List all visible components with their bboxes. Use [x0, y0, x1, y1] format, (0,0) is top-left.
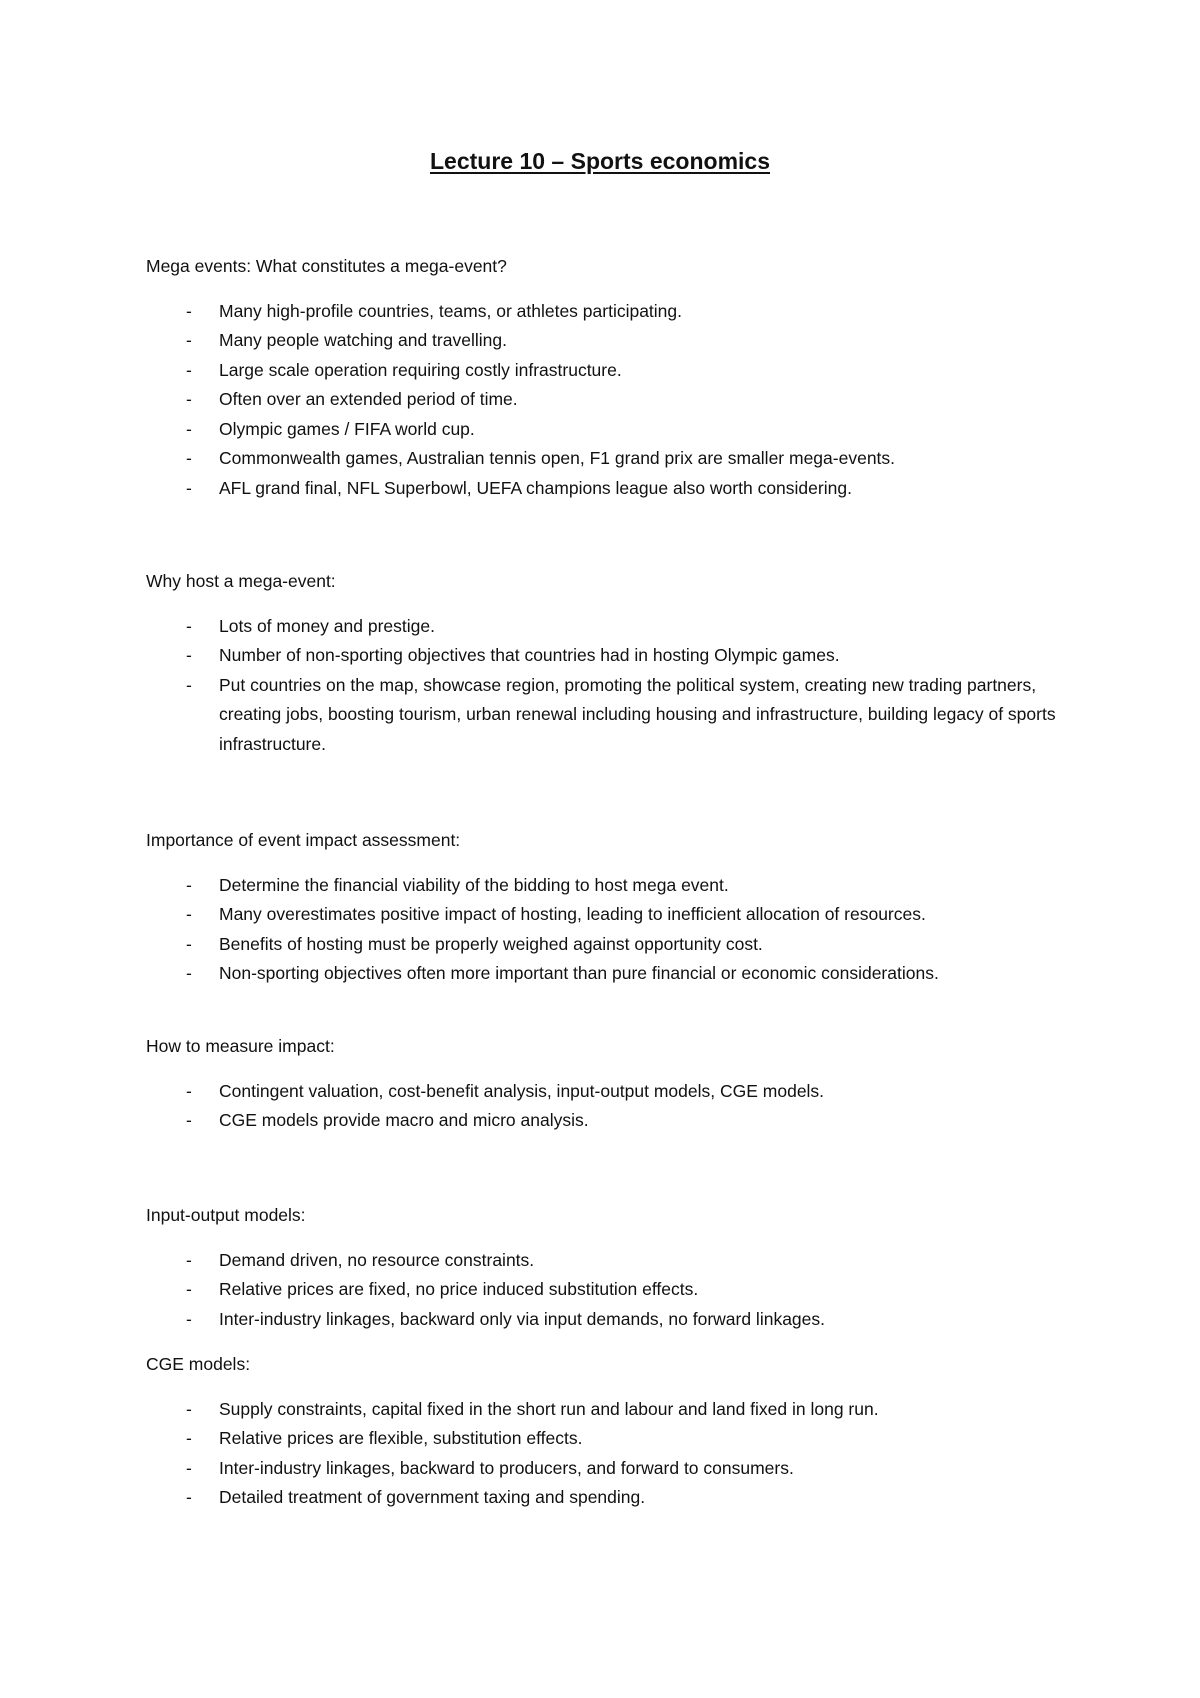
section-measure-impact — [146, 1032, 1076, 1136]
list-item: - Olympic games / FIFA world cup. — [146, 415, 1076, 445]
list-item: - Many overestimates positive impact of hosting, leading to inefficient allocation of resources. — [146, 900, 1076, 930]
list-item: - Determine the financial viability of the bidding to host mega event. — [146, 871, 1076, 901]
list-item: - CGE models provide macro and micro analysis. — [146, 1106, 1076, 1136]
section-heading: Mega events: What constitutes a mega-event? — [146, 256, 507, 276]
list-item: - Relative prices are fixed, no price induced substitution effects. — [146, 1275, 1076, 1305]
list-item: - Inter-industry linkages, backward to producers, and forward to consumers. — [146, 1454, 1076, 1484]
list-item: - Commonwealth games, Australian tennis open, F1 grand prix are smaller mega-events. — [146, 444, 1076, 474]
list-item: - Number of non-sporting objectives that countries had in hosting Olympic games. — [146, 641, 1076, 671]
section-heading: Input-output models: — [146, 1205, 306, 1225]
list-item: - Demand driven, no resource constraints. — [146, 1246, 1076, 1276]
bullet-list — [146, 297, 1076, 504]
list-item: - Large scale operation requiring costly infrastructure. — [146, 356, 1076, 386]
page-title: Lecture 10 – Sports economics — [429, 148, 770, 174]
list-item: - Non-sporting objectives often more important than pure financial or economic considerations. — [146, 959, 1076, 989]
bullet-list — [146, 612, 1076, 760]
section-impact-assessment — [146, 826, 1076, 989]
list-item: - Relative prices are flexible, substitution effects. — [146, 1424, 1076, 1454]
list-item: - Detailed treatment of government taxing and spending. — [146, 1483, 1076, 1513]
section-why-host — [146, 567, 1076, 759]
list-item: - Inter-industry linkages, backward only via input demands, no forward linkages. — [146, 1305, 1076, 1335]
section-heading: CGE models: — [146, 1354, 251, 1374]
list-item: - Supply constraints, capital fixed in the short run and labour and land fixed in long run. — [146, 1395, 1076, 1425]
list-item: - Often over an extended period of time. — [146, 385, 1076, 415]
list-item: - AFL grand final, NFL Superbowl, UEFA champions league also worth considering. — [146, 474, 1076, 504]
list-item: - Benefits of hosting must be properly weighed against opportunity cost. — [146, 930, 1076, 960]
section-heading: Importance of event impact assessment: — [146, 830, 461, 850]
section-heading: How to measure impact: — [146, 1036, 335, 1056]
section-heading: Why host a mega-event: — [146, 571, 336, 591]
list-item: - Many high-profile countries, teams, or athletes participating. — [146, 297, 1076, 327]
bullet-list — [146, 871, 1076, 989]
list-item: - Many people watching and travelling. — [146, 326, 1076, 356]
section-cge-models — [146, 1350, 1076, 1513]
list-item: - Put countries on the map, showcase region, promoting the political system, creating new trading partners, creating jobs, boosting tourism, urban renewal including housing and infrastructure, building legacy of sports infrastructure. — [146, 671, 1076, 760]
bullet-list — [146, 1395, 1076, 1513]
bullet-list — [146, 1077, 1076, 1136]
section-mega-events — [146, 252, 1076, 503]
list-item: - Lots of money and prestige. — [146, 612, 1076, 642]
bullet-list — [146, 1246, 1076, 1335]
section-input-output-models — [146, 1201, 1076, 1334]
list-item: - Contingent valuation, cost-benefit analysis, input-output models, CGE models. — [146, 1077, 1076, 1107]
